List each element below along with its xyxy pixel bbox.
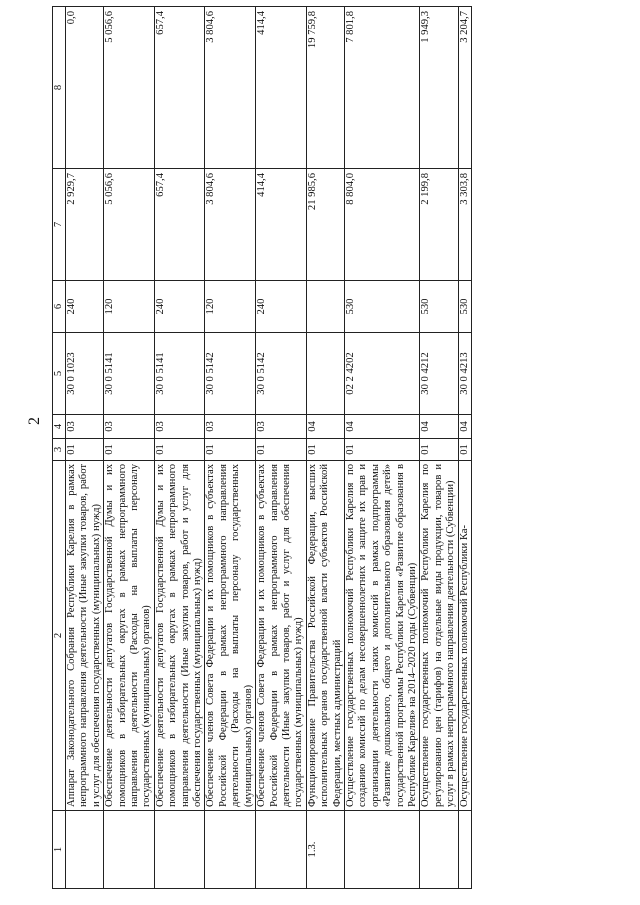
row-name: Осуществление государственных полномочий Республики Карелия по регулированию цен (тарифов) на отдельные виды продукции, товаров и услуг в рамках непрограммного направления деятельности (Субвенции) [420, 461, 458, 811]
row-sum1: 3 303,8 [458, 169, 471, 281]
row-number [256, 811, 307, 889]
row-vr: 240 [66, 281, 104, 333]
row-sum1: 2 199,8 [420, 169, 458, 281]
row-pr: 04 [344, 415, 419, 439]
row-name: Обеспечение членов Совета Федерации и их помощников в субъектах Российской Федерации в рамках непрограммного направления деятельности (Расходы на выплаты персоналу государственных (муниципальных) органов) [205, 461, 256, 811]
row-vr: 120 [104, 281, 155, 333]
header-row [53, 7, 66, 889]
row-number [154, 811, 205, 889]
row-csr: 30 0 5141 [154, 333, 205, 415]
row-vr: 530 [458, 281, 471, 333]
col-header: 8 [53, 7, 66, 169]
row-sum2: 657,4 [154, 7, 205, 169]
row-rz: 01 [104, 439, 155, 461]
table-row [66, 7, 104, 889]
row-vr: 530 [344, 281, 419, 333]
row-name: Аппарат Законодательного Собрания Республики Карелия в рамках непрограммного направления деятельности (Иные закупки товаров, работ и услуг для обеспечения государственных (муниципальных) нужд) [66, 461, 104, 811]
row-name: Обеспечение членов Совета Федерации и их помощников в субъектах Российской Федерации в рамках непрограммного направления деятельности (Иные закупки товаров, работ и услуг для обеспечения государственных (муниципальных) нужд) [256, 461, 307, 811]
rotated-page [52, 5, 622, 895]
row-rz: 01 [66, 439, 104, 461]
table-row [420, 7, 458, 889]
col-header: 1 [53, 811, 66, 889]
row-csr: 30 0 4213 [458, 333, 471, 415]
row-name: Осуществление государственных полномочий Республики Ка- [458, 461, 471, 811]
row-sum2: 5 056,6 [104, 7, 155, 169]
row-rz: 01 [205, 439, 256, 461]
row-sum2: 0,0 [66, 7, 104, 169]
row-rz: 01 [256, 439, 307, 461]
row-pr: 04 [420, 415, 458, 439]
row-sum1: 2 929,7 [66, 169, 104, 281]
row-sum2: 3 204,7 [458, 7, 471, 169]
row-sum1: 414,4 [256, 169, 307, 281]
row-sum1: 657,4 [154, 169, 205, 281]
budget-table [52, 6, 472, 889]
row-sum2: 19 759,8 [306, 7, 344, 169]
row-csr: 30 0 5142 [256, 333, 307, 415]
row-vr: 240 [256, 281, 307, 333]
row-rz: 01 [154, 439, 205, 461]
row-pr: 03 [66, 415, 104, 439]
row-name: Обеспечение деятельности депутатов Государственной Думы и их помощников в избирательных округах в рамках непрограммного направления деятельности (Иные закупки товаров, работ и услуг для обеспечения государственных (муниципальных) нужд) [154, 461, 205, 811]
row-rz: 01 [306, 439, 344, 461]
row-name: Обеспечение деятельности депутатов Государственной Думы и их помощников в избирательных округах в рамках непрограммного направления деятельности (Расходы на выплаты персоналу государственных (муниципальных) органов) [104, 461, 155, 811]
row-csr: 30 0 1023 [66, 333, 104, 415]
col-header: 4 [53, 415, 66, 439]
col-header: 6 [53, 281, 66, 333]
table-row [306, 7, 344, 889]
row-vr: 530 [420, 281, 458, 333]
row-sum2: 3 804,6 [205, 7, 256, 169]
row-pr: 03 [256, 415, 307, 439]
table-row [344, 7, 419, 889]
row-csr: 30 0 4212 [420, 333, 458, 415]
table-row [458, 7, 471, 889]
row-vr [306, 281, 344, 333]
row-pr: 04 [306, 415, 344, 439]
row-number [344, 811, 419, 889]
col-header: 3 [53, 439, 66, 461]
row-rz: 01 [420, 439, 458, 461]
row-csr: 30 0 5142 [205, 333, 256, 415]
row-number [420, 811, 458, 889]
row-pr: 03 [205, 415, 256, 439]
row-number [205, 811, 256, 889]
row-sum1: 3 804,6 [205, 169, 256, 281]
table-row [154, 7, 205, 889]
row-pr: 03 [154, 415, 205, 439]
table-row [256, 7, 307, 889]
row-pr: 03 [104, 415, 155, 439]
row-csr [306, 333, 344, 415]
row-vr: 240 [154, 281, 205, 333]
row-number [66, 811, 104, 889]
row-name: Осуществление государственных полномочий Республики Карелия по созданию комиссий по делам несовершеннолетних и защите их прав и организации деятельности таких комиссий в рамках подпрограммы «Развитие дошкольного, общего и дополнительного образования детей» государственной программы Республики Карелия «Развитие образования в Республике Карелия» на 2014–2020 годы (Субвенции) [344, 461, 419, 811]
row-rz: 01 [458, 439, 471, 461]
row-sum1: 21 985,6 [306, 169, 344, 281]
row-sum1: 5 056,6 [104, 169, 155, 281]
row-name: Функционирование Правительства Российской Федерации, высших исполнительных органов государственной власти субъектов Российской Федерации, местных администраций [306, 461, 344, 811]
col-header: 5 [53, 333, 66, 415]
row-csr: 30 0 5141 [104, 333, 155, 415]
row-sum2: 414,4 [256, 7, 307, 169]
row-number: 1.3. [306, 811, 344, 889]
col-header: 7 [53, 169, 66, 281]
row-rz: 01 [344, 439, 419, 461]
table-row [205, 7, 256, 889]
row-number [458, 811, 471, 889]
row-pr: 04 [458, 415, 471, 439]
col-header: 2 [53, 461, 66, 811]
row-sum2: 1 949,3 [420, 7, 458, 169]
row-vr: 120 [205, 281, 256, 333]
page-number: 2 [26, 417, 43, 425]
row-sum2: 7 801,8 [344, 7, 419, 169]
row-csr: 02 2 4202 [344, 333, 419, 415]
row-number [104, 811, 155, 889]
row-sum1: 8 804,0 [344, 169, 419, 281]
table-row [104, 7, 155, 889]
